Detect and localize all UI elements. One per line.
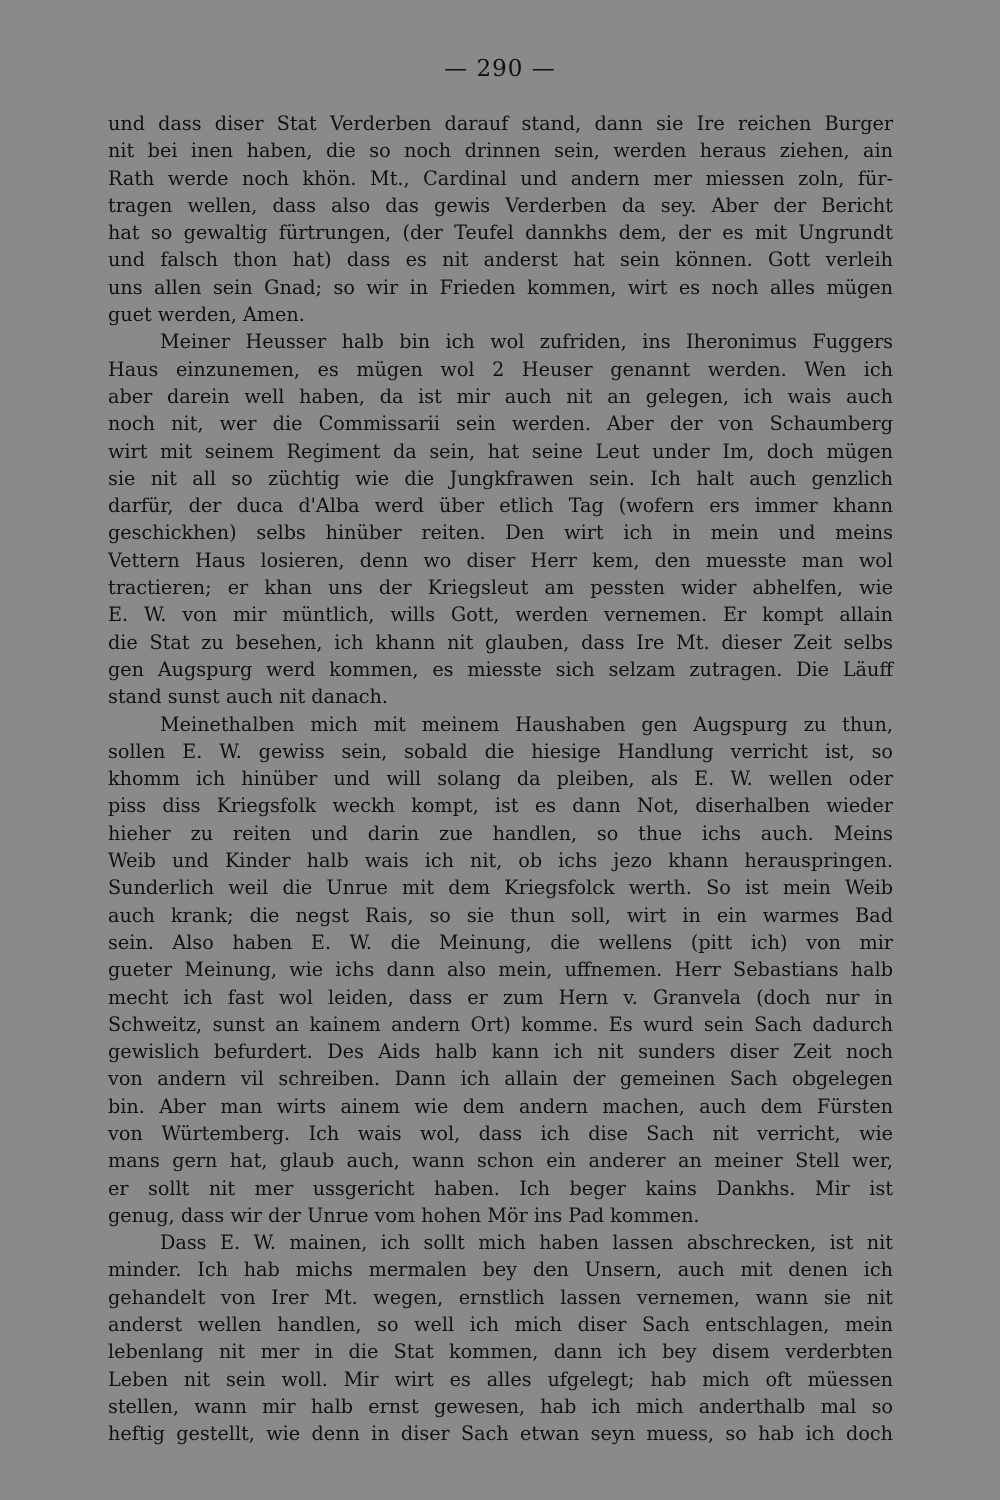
text-line: gehandelt von Irer Mt. wegen, ernstlich lassen vernemen, wann sie nit [108, 1285, 893, 1309]
text-line: uns allen sein Gnad; so wir in Frieden kommen, wirt es noch alles mügen [108, 275, 893, 299]
paragraph [108, 110, 893, 328]
text-line: minder. Ich hab michs mermalen bey den Unsern, auch mit denen ich [108, 1258, 893, 1282]
text-line: sollen E. W. gewiss sein, sobald die hiesige Handlung verricht ist, so [108, 739, 893, 763]
text-line: Meiner Heusser halb bin ich wol zufriden, ins Iheronimus Fuggers [160, 330, 893, 354]
text-line: geschickhen) selbs hinüber reiten. Den wirt ich in mein und meins [108, 521, 893, 545]
text-line: Haus einzunemen, es mügen wol 2 Heuser genannt werden. Wen ich [108, 357, 893, 381]
text-line: Meinethalben mich mit meinem Haushaben gen Augspurg zu thun, [160, 712, 893, 736]
text-line: noch nit, wer die Commissarii sein werden. Aber der von Schaumberg [108, 412, 893, 436]
text-line: Vettern Haus losieren, denn wo diser Herr kem, den muesste man wol [108, 548, 893, 572]
text-line: hat so gewaltig fürtrungen, (der Teufel dannkhs dem, der es mit Ungrundt [108, 221, 893, 245]
text-line: die Stat zu besehen, ich khann nit glauben, dass Ire Mt. dieser Zeit selbs [108, 630, 893, 654]
text-line: Sunderlich weil die Unrue mit dem Kriegsfolck werth. So ist mein Weib [108, 876, 893, 900]
text-line: gueter Meinung, wie ichs dann also mein, uffnemen. Herr Sebastians halb [108, 958, 893, 982]
text-line: mans gern hat, glaub auch, wann schon ein anderer an meiner Stell wer, [108, 1149, 893, 1173]
text-line: hieher zu reiten und darin zue handlen, so thue ichs auch. Meins [108, 821, 893, 845]
text-line: von andern vil schreiben. Dann ich allain der gemeinen Sach obgelegen [108, 1067, 893, 1091]
text-line: bin. Aber man wirts ainem wie dem andern machen, auch dem Fürsten [108, 1094, 893, 1118]
text-line: darfür, der duca d'Alba werd über etlich Tag (wofern ers immer khann [108, 494, 893, 518]
body-text [108, 110, 893, 1448]
text-line: von Würtemberg. Ich wais wol, dass ich dise Sach nit verricht, wie [108, 1121, 893, 1145]
text-line: er sollt nit mer ussgericht haben. Ich beger kains Dankhs. Mir ist [108, 1176, 893, 1200]
text-line: stand sunst auch nit danach. [108, 685, 388, 709]
text-line: Dass E. W. mainen, ich sollt mich haben lassen abschrecken, ist nit [160, 1231, 893, 1255]
text-line: auch krank; die negst Rais, so sie thun soll, wirt in ein warmes Bad [108, 903, 893, 927]
text-line: stellen, wann mir halb ernst gewesen, hab ich mich anderthalb mal so [108, 1394, 893, 1418]
text-line: Rath werde noch khön. Mt., Cardinal und andern mer miessen zoln, für- [108, 166, 893, 190]
text-line: wirt mit seinem Regiment da sein, hat seine Leut under Im, doch mügen [108, 439, 893, 463]
text-line: gen Augspurg werd kommen, es miesste sich selzam zutragen. Die Läuff [108, 657, 893, 681]
text-line: tractieren; er khan uns der Kriegsleut am pessten wider abhelfen, wie [108, 576, 893, 600]
text-line: lebenlang nit mer in die Stat kommen, dann ich bey disem verderbten [108, 1340, 893, 1364]
text-line: und dass diser Stat Verderben darauf stand, dann sie Ire reichen Burger [108, 112, 893, 135]
text-line: genug, dass wir der Unrue vom hohen Mör ins Pad kommen. [108, 1203, 700, 1227]
text-line: aber darein well haben, da ist mir auch nit an gelegen, ich wais auch [108, 384, 893, 408]
text-line: sie nit all so züchtig wie die Jungkfrawen sein. Ich halt auch genzlich [108, 466, 893, 490]
text-line: Weib und Kinder halb wais ich nit, ob ichs jezo khann herauspringen. [108, 849, 893, 873]
text-line: gewislich befurdert. Des Aids halb kann ich nit sunders diser Zeit noch [108, 1040, 893, 1064]
paragraph [108, 711, 893, 1230]
text-line: heftig gestellt, wie denn in diser Sach etwan seyn muess, so hab ich doch [108, 1422, 893, 1446]
text-line: Schweitz, sunst an kainem andern Ort) komme. Es wurd sein Sach dadurch [108, 1012, 893, 1036]
page-number: — 290 — [444, 56, 556, 82]
text-line: piss diss Kriegsfolk weckh kompt, ist es dann Not, diserhalben wieder [108, 794, 893, 818]
text-line: sein. Also haben E. W. die Meinung, die wellens (pitt ich) von mir [108, 930, 893, 954]
text-line: tragen wellen, dass also das gewis Verderben da sey. Aber der Bericht [108, 193, 893, 217]
text-line: anderst wellen handlen, so well ich mich diser Sach entschlagen, mein [108, 1313, 893, 1337]
text-line: Leben nit sein woll. Mir wirt es alles ufgelegt; hab mich oft müessen [108, 1367, 893, 1391]
text-line: guet werden, Amen. [108, 303, 305, 327]
text-line: E. W. von mir müntlich, wills Gott, werden vernemen. Er kompt allain [108, 603, 893, 627]
text-line: nit bei inen haben, die so noch drinnen sein, werden heraus ziehen, ain [108, 139, 893, 163]
text-line: khomm ich hinüber und will solang da pleiben, als E. W. wellen oder [108, 767, 893, 791]
paragraph [108, 1229, 893, 1447]
paragraph [108, 328, 893, 710]
text-line: mecht ich fast wol leiden, dass er zum Hern v. Granvela (doch nur in [108, 985, 893, 1009]
text-line: und falsch thon hat) dass es nit anderst hat sein können. Gott verleih [108, 248, 893, 272]
